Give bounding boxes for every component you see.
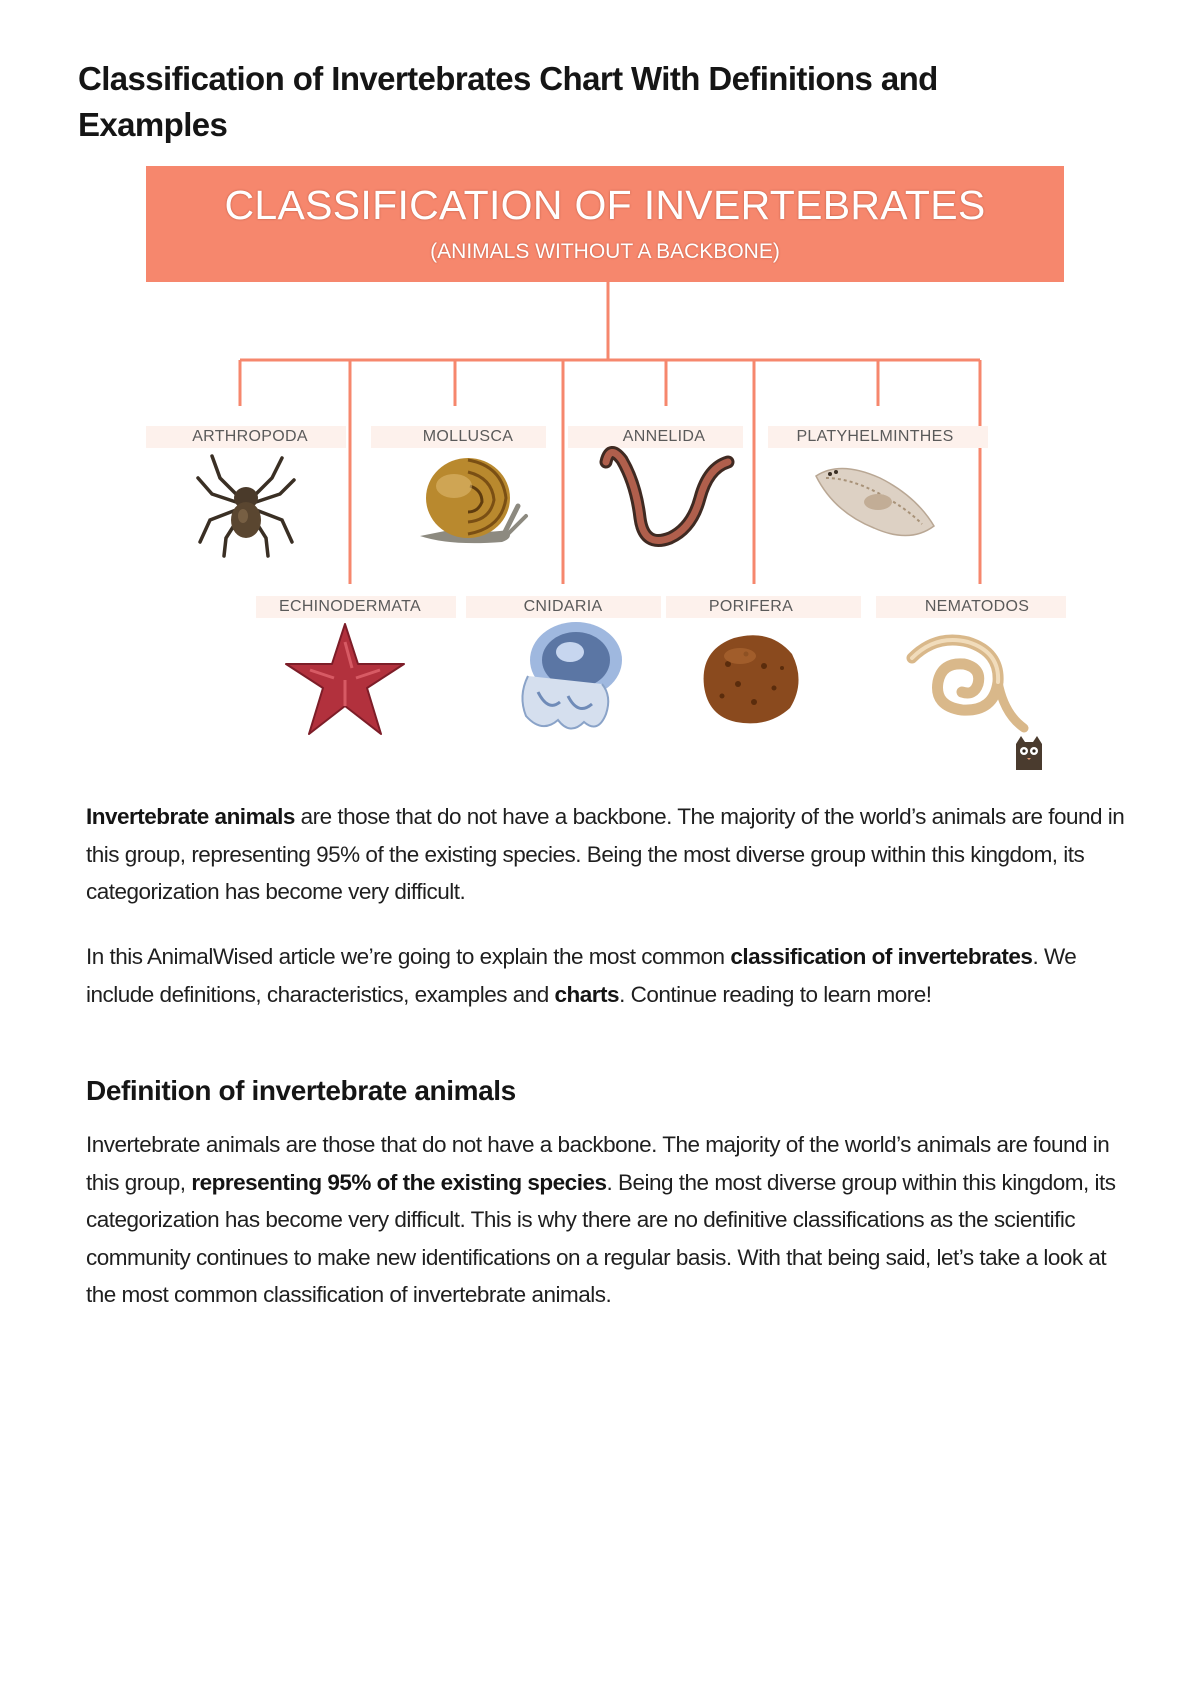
group-label-porifera: PORIFERA xyxy=(708,598,794,615)
intro-text: are those that do not have a backbone. The majority of the world’s animals are found in this group, representing 95% of the existing species. Being the most diverse group within this kingdom, its categorization has become very difficult. xyxy=(86,804,1125,904)
classification-infographic xyxy=(146,166,1066,776)
bold-classification: classification of invertebrates xyxy=(730,944,1033,969)
earthworm-icon xyxy=(596,438,736,558)
section-heading-definition: Definition of invertebrate animals xyxy=(86,1075,516,1106)
sponge-icon xyxy=(694,626,806,730)
flatworm-icon xyxy=(810,456,940,546)
infographic-title: CLASSIFICATION OF INVERTEBRATES xyxy=(224,182,986,228)
roundworm-icon xyxy=(906,628,1030,734)
definition-paragraph: Invertebrate animals are those that do not have a backbone. The majority of the world’s animals are found in this group, representing 95% of the existing species. Being the most diverse group within this kingdom, its categorization has become very difficult. This is why there are no definitive classifications as the scientific community continues to make new identifications on a regular basis. With that being said, let’s take a look at the most common classification of invertebrate animals. xyxy=(86,1132,1116,1307)
group-label-echinodermata: ECHINODERMATA xyxy=(279,598,421,615)
intro-paragraph-1 xyxy=(86,798,1131,911)
bold-charts: charts xyxy=(554,981,620,1007)
snail-icon xyxy=(410,446,530,556)
bold-95-percent: representing 95% of the existing species xyxy=(191,1169,607,1195)
starfish-icon xyxy=(282,620,408,740)
group-label-nematodos: NEMATODOS xyxy=(924,598,1030,615)
spider-icon xyxy=(190,448,302,560)
group-label-platyhelminthes: PLATYHELMINTHES xyxy=(796,428,954,445)
group-label-annelida: ANNELIDA xyxy=(622,428,706,445)
group-label-mollusca: MOLLUSCA xyxy=(422,428,514,445)
group-label-cnidaria: CNIDARIA xyxy=(523,598,603,615)
jellyfish-icon xyxy=(498,616,632,740)
cat-logo-icon xyxy=(1010,732,1048,772)
page-title: Classification of Invertebrates Chart With Definitions and Examples xyxy=(78,60,938,143)
group-label-arthropoda: ARTHROPODA xyxy=(192,428,308,445)
intro-paragraph-2: In this AnimalWised article we’re going to explain the most common classification of invertebrates. We include definitions, characteristics, examples and charts. Continue reading to learn more! xyxy=(86,944,1077,1007)
infographic-subtitle: (ANIMALS WITHOUT A BACKBONE) xyxy=(430,240,780,263)
intro-bold-term: Invertebrate animals xyxy=(86,804,295,829)
